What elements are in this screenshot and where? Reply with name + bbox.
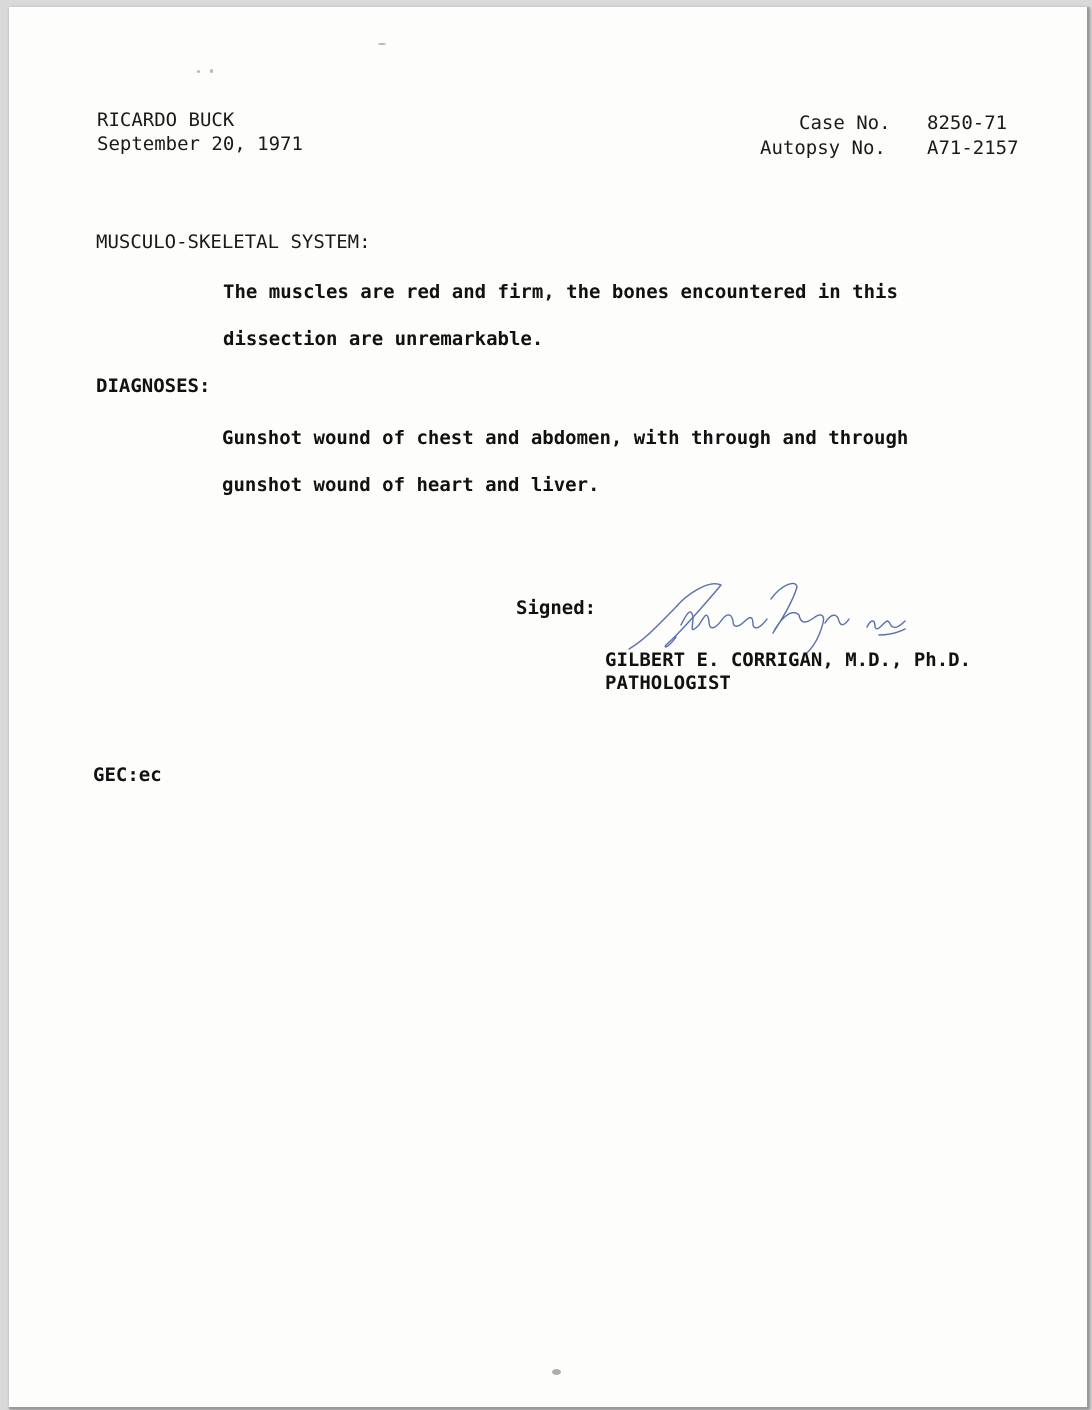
- section-text-line: dissection are unremarkable.: [223, 328, 544, 350]
- case-number-value: 8250-71: [927, 112, 1008, 134]
- scan-speck: [552, 1369, 561, 1375]
- scan-speck: [197, 70, 200, 73]
- section-text-line: The muscles are red and firm, the bones encountered in this: [223, 281, 898, 303]
- pathologist-name: GILBERT E. CORRIGAN, M.D., Ph.D.: [605, 649, 972, 671]
- typist-initials: GEC:ec: [93, 764, 162, 786]
- case-number-label: Case No.: [799, 112, 891, 134]
- autopsy-number-value: A71-2157: [927, 137, 1019, 159]
- patient-name: RICARDO BUCK: [97, 109, 235, 131]
- autopsy-number-label: Autopsy No.: [760, 137, 886, 159]
- section-text-line: Gunshot wound of chest and abdomen, with through and through: [222, 427, 909, 449]
- scan-speck: [378, 43, 386, 45]
- signed-label: Signed:: [516, 597, 597, 619]
- section-text-line: gunshot wound of heart and liver.: [222, 474, 600, 496]
- scan-speck: [210, 69, 213, 73]
- section-heading-musculoskeletal: MUSCULO-SKELETAL SYSTEM:: [96, 231, 371, 253]
- handwritten-signature: [621, 577, 911, 657]
- report-date: September 20, 1971: [97, 133, 303, 155]
- pathologist-title: PATHOLOGIST: [605, 672, 731, 694]
- document-page: [9, 7, 1089, 1409]
- section-heading-diagnoses: DIAGNOSES:: [96, 375, 211, 397]
